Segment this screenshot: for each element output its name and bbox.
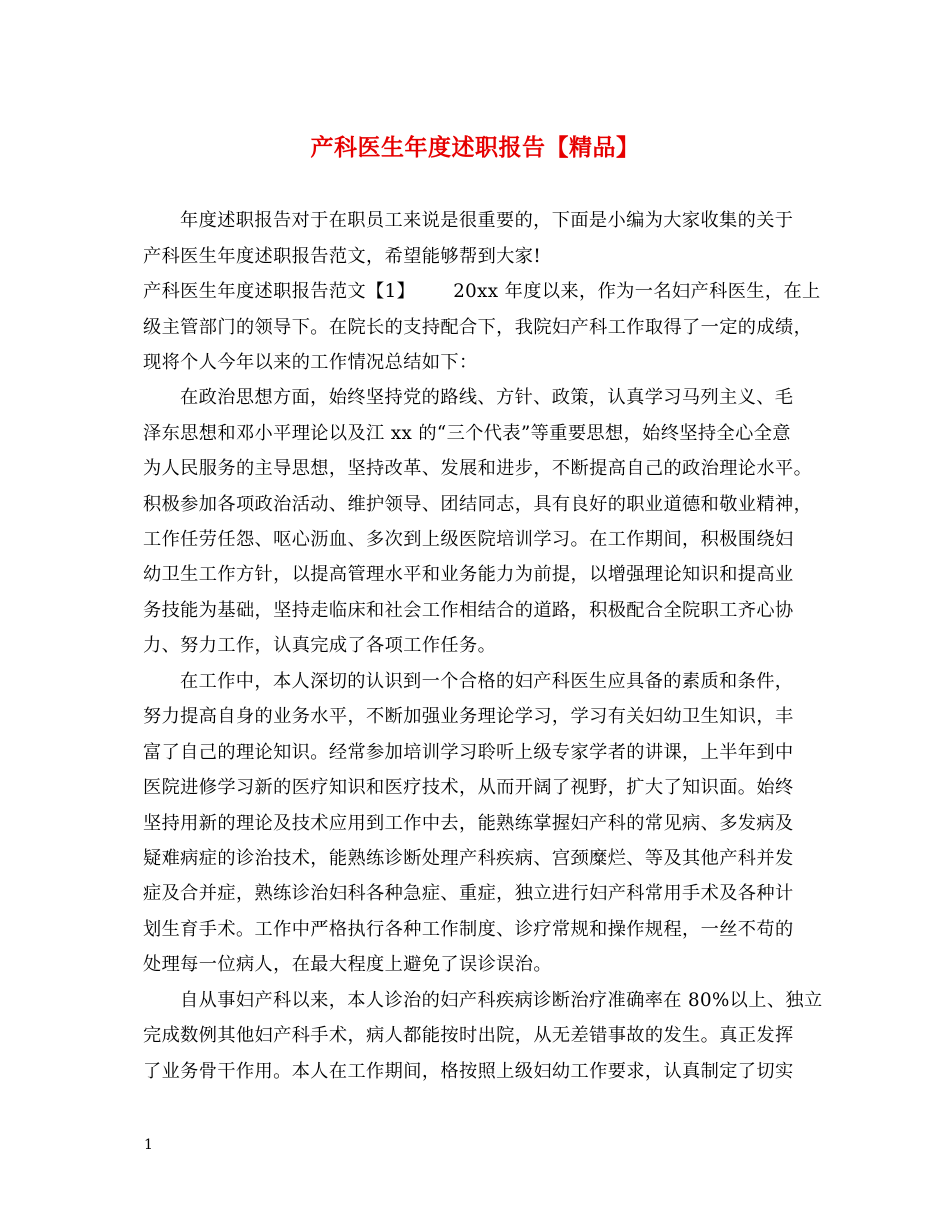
body-line: 完成数例其他妇产科手术，病人都能按时出院，从无差错事故的发生。真正发挥 (143, 1025, 794, 1046)
body-line: 力、努力工作，认真完成了各项工作任务。 (143, 635, 497, 656)
section-heading: 产科医生年度述职报告范文【1】 (143, 281, 416, 302)
body-line: 症及合并症，熟练诊治妇科各种急症、重症，独立进行妇产科常用手术及各种计 (143, 883, 794, 904)
body-line: 工作任劳任怨、呕心沥血、多次到上级医院培训学习。在工作期间，积极围绕妇 (143, 529, 794, 550)
section-lead: 20xx 年度以来，作为一名妇产科医生，在上 (453, 281, 821, 302)
body-line: 富了自己的理论知识。经常参加培训学习聆听上级专家学者的讲课，上半年到中 (143, 742, 794, 763)
section-heading-line (143, 280, 821, 304)
body-line: 幼卫生工作方针，以提高管理水平和业务能力为前提，以增强理论知识和提高业 (143, 564, 794, 585)
body-line: 为人民服务的主导思想，坚持改革、发展和进步，不断提高自己的政治理论水平。 (143, 458, 813, 479)
body-line: 坚持用新的理论及技术应用到工作中去，能熟练掌握妇产科的常见病、多发病及 (143, 813, 794, 834)
body-line: 泽东思想和邓小平理论以及江 xx 的“三个代表”等重要思想，始终坚持全心全意 (143, 423, 791, 444)
body-line: 级主管部门的领导下。在院长的支持配合下，我院妇产科工作取得了一定的成绩， (143, 317, 813, 338)
body-line: 疑难病症的诊治技术，能熟练诊断处理产科疾病、宫颈糜烂、等及其他产科并发 (143, 848, 794, 869)
intro-line: 产科医生年度述职报告范文，希望能够帮到大家! (143, 246, 542, 267)
body-line: 务技能为基础，坚持走临床和社会工作相结合的道路，积极配合全院职工齐心协 (143, 600, 794, 621)
page-number: 1 (144, 1137, 153, 1153)
body-line: 划生育手术。工作中严格执行各种工作制度、诊疗常规和操作规程，一丝不苟的 (143, 919, 794, 940)
body-line: 努力提高自身的业务水平，不断加强业务理论学习，学习有关妇幼卫生知识，丰 (143, 706, 794, 727)
body-line: 积极参加各项政治活动、维护领导、团结同志，具有良好的职业道德和敬业精神， (143, 494, 813, 515)
body-line: 了业务骨干作用。本人在工作期间，格按照上级妇幼工作要求，认真制定了切实 (143, 1061, 794, 1082)
intro-line: 年度述职报告对于在职员工来说是很重要的，下面是小编为大家收集的关于 (180, 210, 794, 231)
body-line: 医院进修学习新的医疗知识和医疗技术，从而开阔了视野，扩大了知识面。始终 (143, 777, 794, 798)
body-line: 现将个人今年以来的工作情况总结如下： (143, 352, 478, 373)
body-line: 处理每一位病人，在最大程度上避免了误诊误治。 (143, 954, 552, 975)
body-line: 在政治思想方面，始终坚持党的路线、方针、政策，认真学习马列主义、毛 (180, 387, 794, 408)
body-line: 在工作中，本人深切的认识到一个合格的妇产科医生应具备的素质和条件， (180, 671, 794, 692)
document-title: 产科医生年度述职报告【精品】 (310, 134, 640, 161)
body-line: 自从事妇产科以来，本人诊治的妇产科疾病诊断治疗准确率在 80%以上、独立 (180, 990, 823, 1011)
